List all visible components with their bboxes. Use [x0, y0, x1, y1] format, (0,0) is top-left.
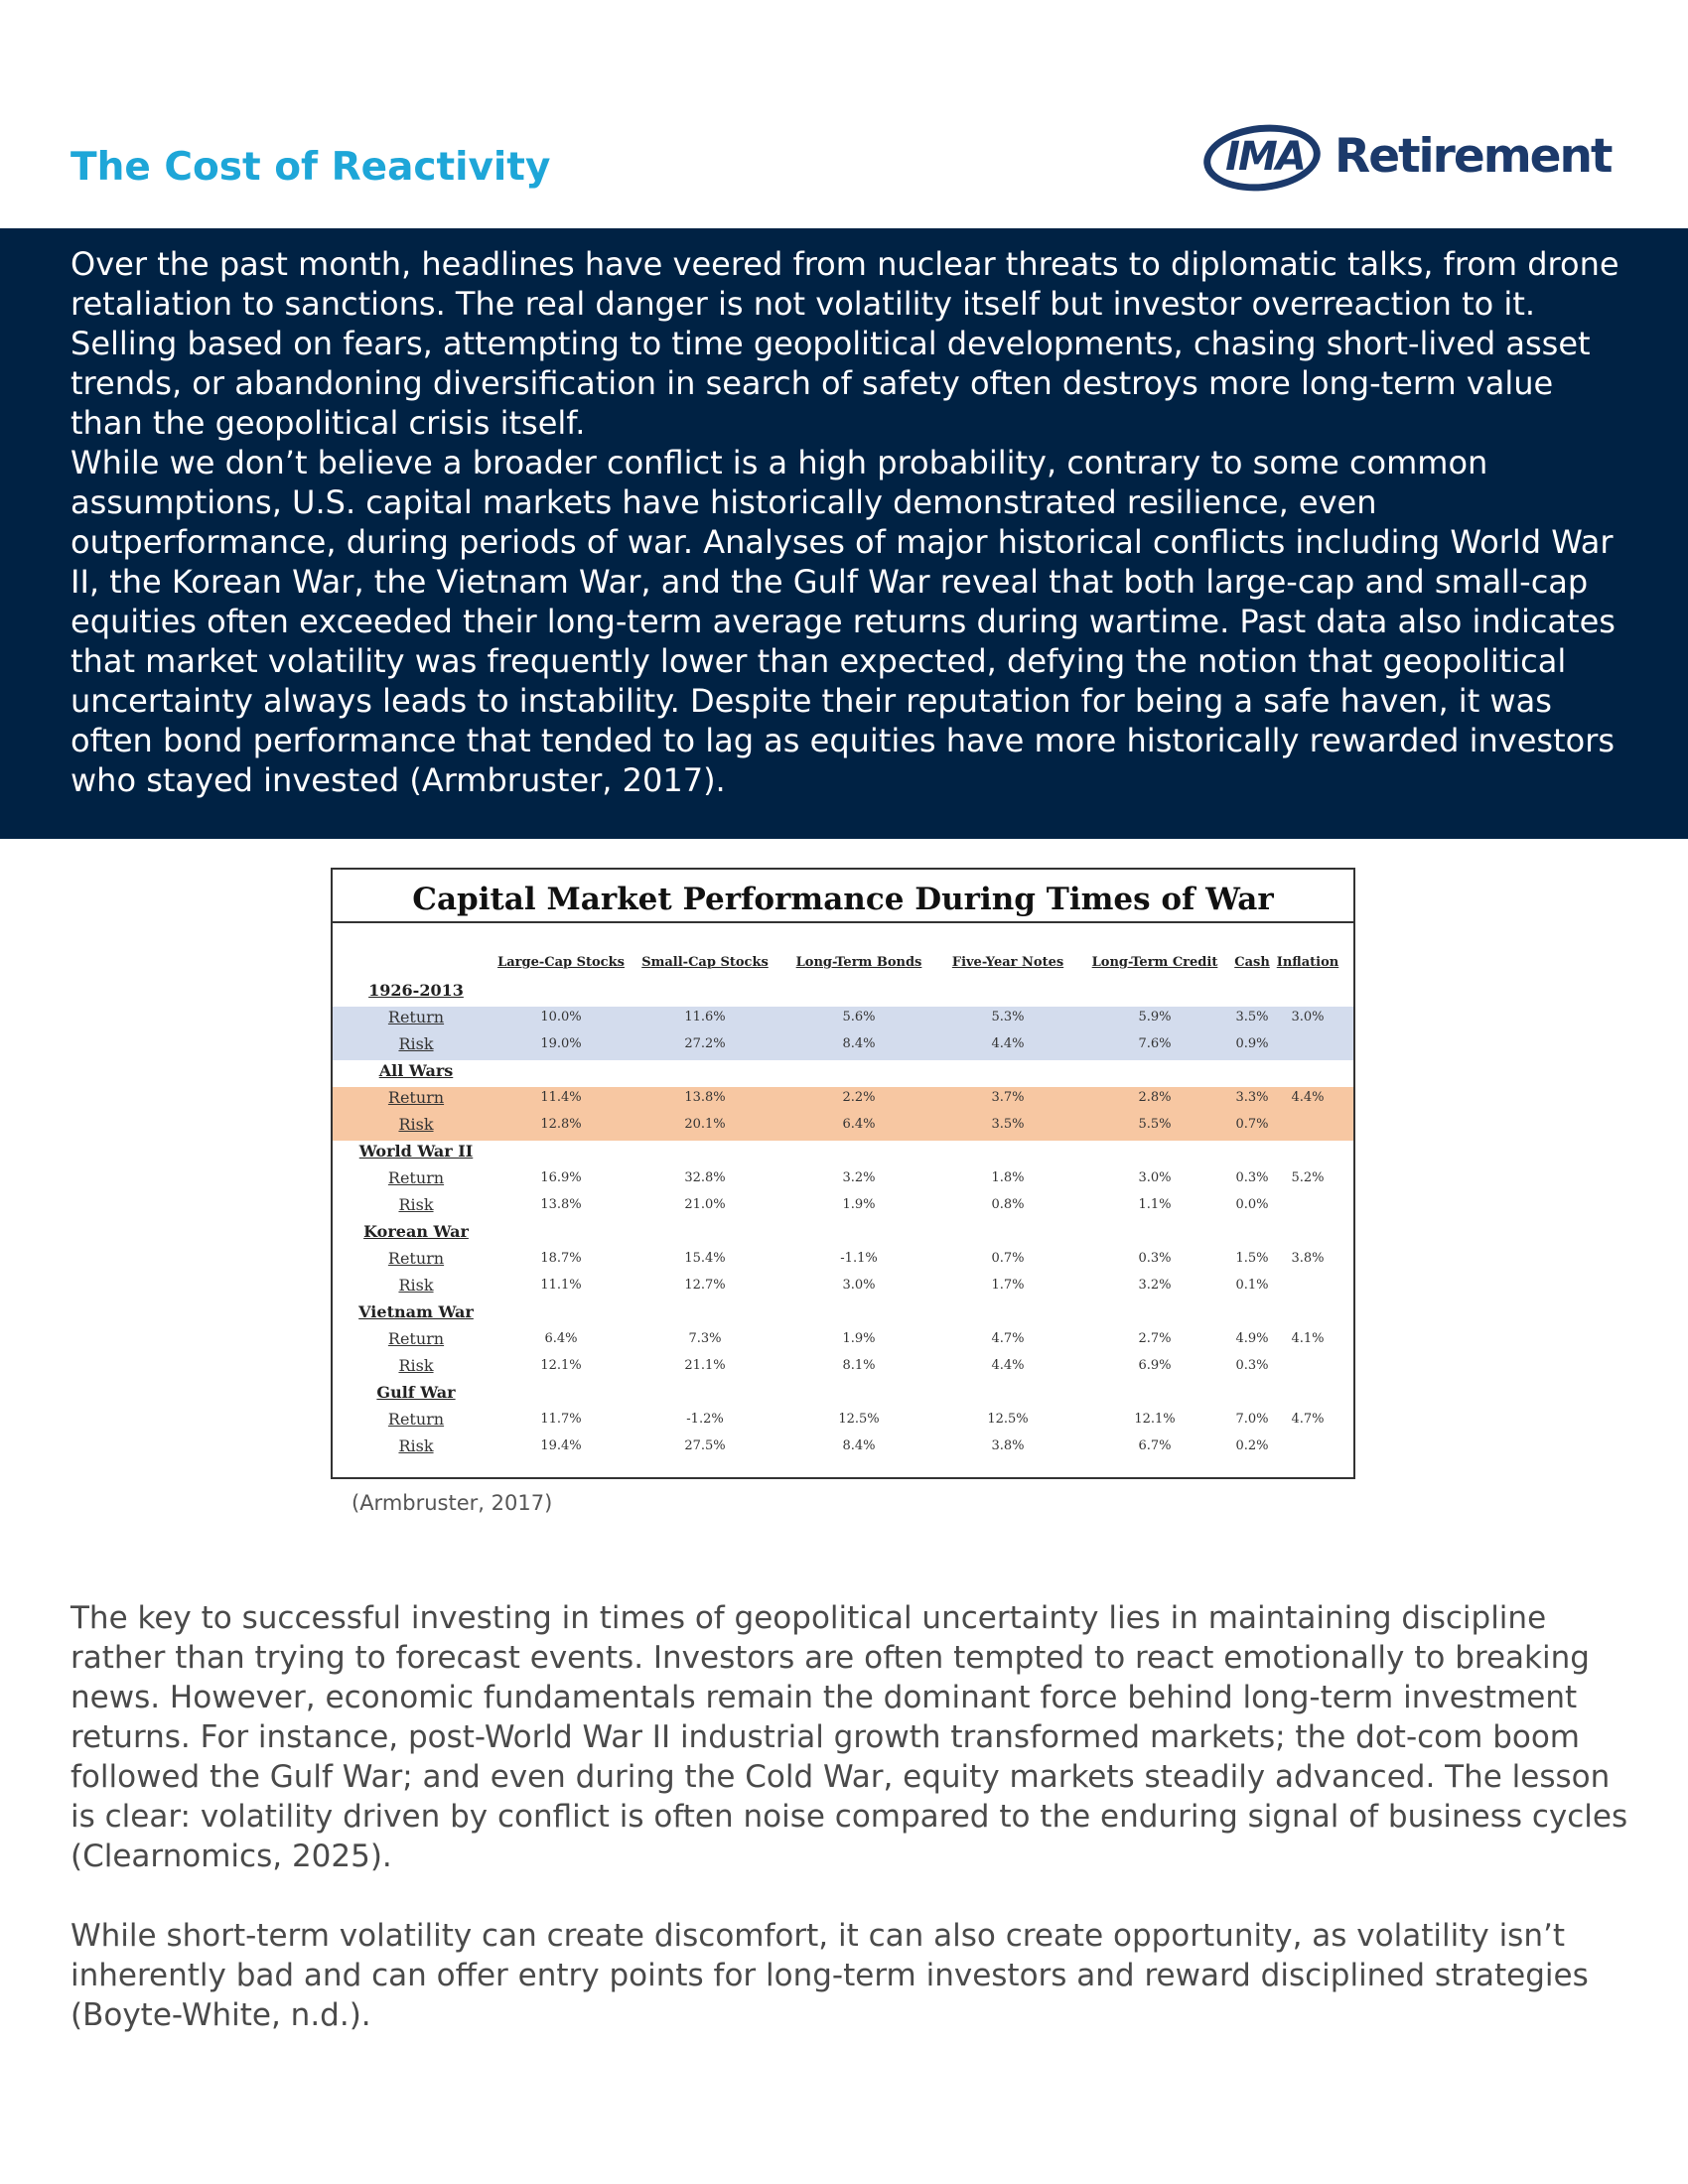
table-cell: 20.1% — [684, 1117, 726, 1132]
table-cell: 0.3% — [1235, 1358, 1269, 1373]
table-cell: 4.9% — [1235, 1331, 1269, 1346]
row-label: Risk — [398, 1276, 434, 1295]
table-cell: 8.4% — [842, 1438, 876, 1453]
table-cell: 1.9% — [842, 1331, 876, 1346]
table-cell: 6.9% — [1138, 1358, 1172, 1373]
table-cell: 5.2% — [1291, 1170, 1325, 1185]
table-cell: 3.8% — [1291, 1251, 1325, 1266]
table-cell: 4.7% — [1291, 1412, 1325, 1427]
table-title: Capital Market Performance During Times of War — [412, 882, 1274, 917]
table-cell: 12.1% — [1134, 1412, 1176, 1427]
intro-banner — [0, 228, 1688, 839]
table-cell: 0.8% — [991, 1197, 1025, 1212]
column-header: Cash — [1234, 955, 1270, 970]
table-cell: 12.7% — [684, 1278, 726, 1293]
page-title: The Cost of Reactivity — [70, 145, 551, 190]
table-cell: 7.0% — [1235, 1412, 1269, 1427]
table-cell: 3.8% — [991, 1438, 1025, 1453]
table-cell: 5.5% — [1138, 1117, 1172, 1132]
column-header: Long-Term Credit — [1091, 955, 1218, 970]
column-header: Five-Year Notes — [951, 955, 1064, 970]
body-paragraph-1 — [70, 1598, 1639, 1876]
table-cell: 8.1% — [842, 1358, 876, 1373]
table-cell: 8.4% — [842, 1036, 876, 1051]
group-label: Gulf War — [376, 1383, 456, 1402]
table-cell: 11.1% — [540, 1278, 582, 1293]
logo-mark: IMA — [1225, 134, 1305, 180]
row-label: Return — [387, 1249, 445, 1268]
table-cell: 1.8% — [991, 1170, 1025, 1185]
row-label: Risk — [398, 1115, 434, 1134]
table-cell: 4.4% — [1291, 1090, 1325, 1105]
table-cell: 3.0% — [842, 1278, 876, 1293]
banner-paragraph-2: While we don’t believe a broader conflict is a high probability, contrary to some common assumptions, U.S. capital markets have historically demonstrated resilience, even outperformance, during periods of war. Analyses of major historical conflicts including World War II, the Korean War, the Vietnam War, and the Gulf War reveal that both large-cap and small-cap equities often exceeded their long-term average returns during wartime. Past data also indicates that market volatility was frequently lower than expected, defying the notion that geopolitical uncertainty always leads to instability. Despite their reputation for being a safe haven, it was often bond performance that tended to lag as equities have more historically rewarded investors who stayed invested (Armbruster, 2017). — [70, 444, 1616, 799]
table-cell: 7.3% — [688, 1331, 722, 1346]
table-cell: 2.7% — [1138, 1331, 1172, 1346]
title-divider — [333, 921, 1353, 923]
row-label: Return — [387, 1088, 445, 1107]
row-label: Risk — [398, 1436, 434, 1455]
table-cell: 32.8% — [684, 1170, 726, 1185]
body-paragraph-1-text: The key to successful investing in times of geopolitical uncertainty lies in maintaining discipline rather than trying to forecast events. Investors are often tempted to react emotionally to breaking news. However, economic fundamentals remain the dominant force behind long-term investment returns. For instance, post-World War II industrial growth transformed markets; the dot-com boom followed the Gulf War; and even during the Cold War, equity markets steadily advanced. The lesson is clear: volatility driven by conflict is often noise compared to the enduring signal of business cycles (Clearnomics, 2025). — [70, 1600, 1628, 1874]
table-cell: 10.0% — [540, 1010, 582, 1024]
table-cell: 11.7% — [540, 1412, 582, 1427]
table-cell: 12.8% — [540, 1117, 582, 1132]
table-cell: 1.7% — [991, 1278, 1025, 1293]
table-cell: 3.2% — [1138, 1278, 1172, 1293]
column-header: Small-Cap Stocks — [641, 955, 769, 970]
row-label: Return — [387, 1329, 445, 1348]
table-cell: 3.0% — [1138, 1170, 1172, 1185]
table-cell: 11.4% — [540, 1090, 582, 1105]
table-cell: 12.5% — [838, 1412, 880, 1427]
table-caption: (Armbruster, 2017) — [352, 1491, 553, 1515]
table-cell: 0.9% — [1235, 1036, 1269, 1051]
ima-retirement-logo — [1203, 121, 1620, 197]
table-cell: 0.1% — [1235, 1278, 1269, 1293]
table-cell: 12.1% — [540, 1358, 582, 1373]
table-cell: 5.3% — [991, 1010, 1025, 1024]
table-cell: 3.7% — [991, 1090, 1025, 1105]
column-header: Long-Term Bonds — [795, 955, 922, 970]
row-label: Risk — [398, 1195, 434, 1214]
table-cell: 3.5% — [1235, 1010, 1269, 1024]
table-cell: 13.8% — [684, 1090, 726, 1105]
table-cell: 6.7% — [1138, 1438, 1172, 1453]
table-cell: 27.2% — [684, 1036, 726, 1051]
war-performance-table — [331, 868, 1355, 1479]
table-cell: 19.4% — [540, 1438, 582, 1453]
table-cell: 4.4% — [991, 1036, 1025, 1051]
table-cell: 6.4% — [842, 1117, 876, 1132]
row-label: Risk — [398, 1356, 434, 1375]
group-label: Korean War — [363, 1222, 469, 1241]
logo-name: Retirement — [1335, 129, 1612, 184]
table-cell: 1.5% — [1235, 1251, 1269, 1266]
table-cell: 27.5% — [684, 1438, 726, 1453]
table-cell: 3.5% — [991, 1117, 1025, 1132]
table-cell: 0.3% — [1138, 1251, 1172, 1266]
table-cell: 21.0% — [684, 1197, 726, 1212]
table-cell: 3.0% — [1291, 1010, 1325, 1024]
row-label: Risk — [398, 1034, 434, 1053]
table-cell: 21.1% — [684, 1358, 726, 1373]
table-cell: 0.0% — [1235, 1197, 1269, 1212]
table-cell: 13.8% — [540, 1197, 582, 1212]
column-header: Inflation — [1276, 955, 1339, 970]
row-label: Return — [387, 1168, 445, 1187]
table-cell: 0.3% — [1235, 1170, 1269, 1185]
group-label: All Wars — [378, 1061, 454, 1080]
table-cell: 11.6% — [684, 1010, 726, 1024]
table-cell: 2.8% — [1138, 1090, 1172, 1105]
table-cell: 0.7% — [1235, 1117, 1269, 1132]
body-paragraph-2-text: While short-term volatility can create discomfort, it can also create opportunity, as volatility isn’t inherently bad and can offer entry points for long-term investors and reward disciplined strategies (Boyte-White, n.d.). — [70, 1918, 1589, 2033]
table-cell: 5.6% — [842, 1010, 876, 1024]
table-cell: 16.9% — [540, 1170, 582, 1185]
table-cell: 4.4% — [991, 1358, 1025, 1373]
table-cell: 7.6% — [1138, 1036, 1172, 1051]
table-cell: 0.2% — [1235, 1438, 1269, 1453]
table-cell: 6.4% — [544, 1331, 578, 1346]
group-label: 1926-2013 — [368, 981, 464, 1000]
table-cell: 2.2% — [842, 1090, 876, 1105]
column-header: Large-Cap Stocks — [497, 955, 625, 970]
table-cell: 3.2% — [842, 1170, 876, 1185]
group-label: World War II — [358, 1142, 474, 1160]
table-cell: 0.7% — [991, 1251, 1025, 1266]
row-label: Return — [387, 1410, 445, 1429]
row-label: Return — [387, 1008, 445, 1026]
table-cell: 15.4% — [684, 1251, 726, 1266]
table-cell: 1.1% — [1138, 1197, 1172, 1212]
group-label: Vietnam War — [358, 1302, 474, 1321]
table-cell: 4.1% — [1291, 1331, 1325, 1346]
table-cell: 3.3% — [1235, 1090, 1269, 1105]
table-cell: 18.7% — [540, 1251, 582, 1266]
table-cell: 19.0% — [540, 1036, 582, 1051]
table-cell: 12.5% — [987, 1412, 1029, 1427]
table-cell: -1.1% — [840, 1251, 878, 1266]
table-cell: -1.2% — [686, 1412, 724, 1427]
table-cell: 1.9% — [842, 1197, 876, 1212]
body-paragraph-2 — [70, 1916, 1639, 2035]
table-cell: 4.7% — [991, 1331, 1025, 1346]
banner-paragraph-1: Over the past month, headlines have veered from nuclear threats to diplomatic talks, from drone retaliation to sanctions. The real danger is not volatility itself but investor overreaction to it. Selling based on fears, attempting to time geopolitical developments, chasing short-lived asset trends, or abandoning diversification in search of safety often destroys more long-term value than the geopolitical crisis itself. — [70, 245, 1619, 442]
table-cell: 5.9% — [1138, 1010, 1172, 1024]
